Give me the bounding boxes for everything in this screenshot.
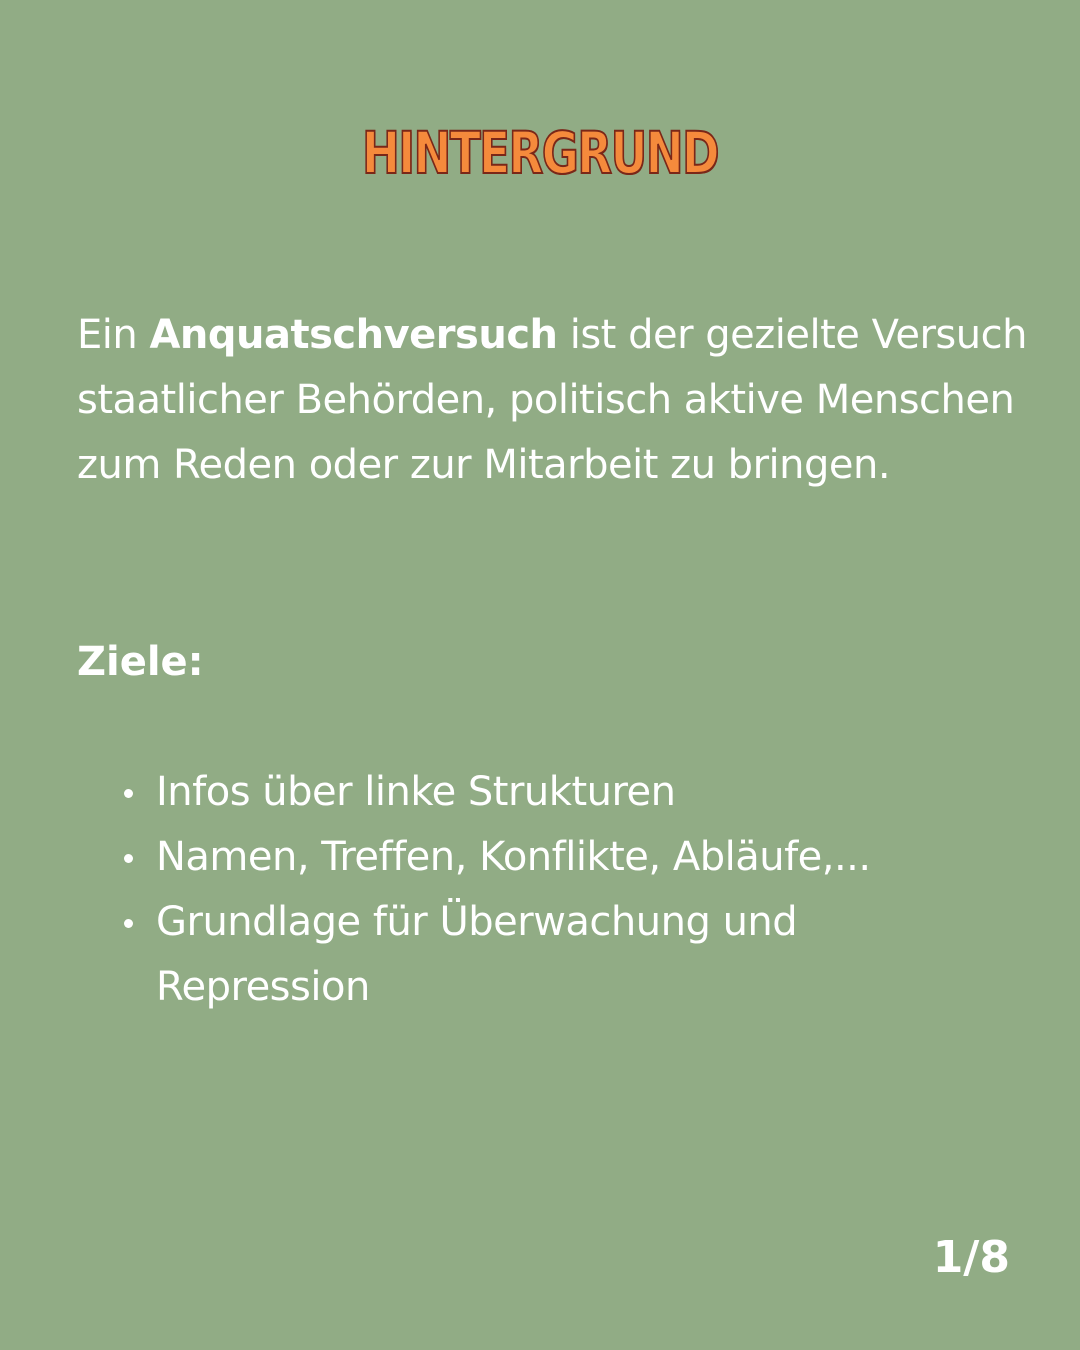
bullet-icon xyxy=(124,789,133,798)
bullet-icon xyxy=(124,919,133,928)
intro-suffix: ist der gezielte Versuch staatlicher Behörden, politisch aktive Menschen zum Reden oder zur Mitarbeit zu bringen. xyxy=(77,312,1027,488)
goals-list xyxy=(118,760,998,1020)
intro-paragraph xyxy=(77,303,1037,498)
intro-prefix: Ein xyxy=(77,312,150,358)
list-item-text: Namen, Treffen, Konflikte, Abläufe,... xyxy=(156,834,871,880)
page-title: HINTERGRUND xyxy=(361,119,719,187)
list-item xyxy=(118,890,998,1020)
intro-bold-term: Anquatschversuch xyxy=(149,312,558,358)
list-item xyxy=(118,825,998,890)
list-item-text: Infos über linke Strukturen xyxy=(156,769,676,815)
goals-heading: Ziele: xyxy=(77,639,204,685)
page-indicator: 1/8 xyxy=(932,1232,1010,1283)
bullet-icon xyxy=(124,854,133,863)
list-item xyxy=(118,760,998,825)
list-item-text: Grundlage für Überwachung und Repression xyxy=(156,899,798,1010)
